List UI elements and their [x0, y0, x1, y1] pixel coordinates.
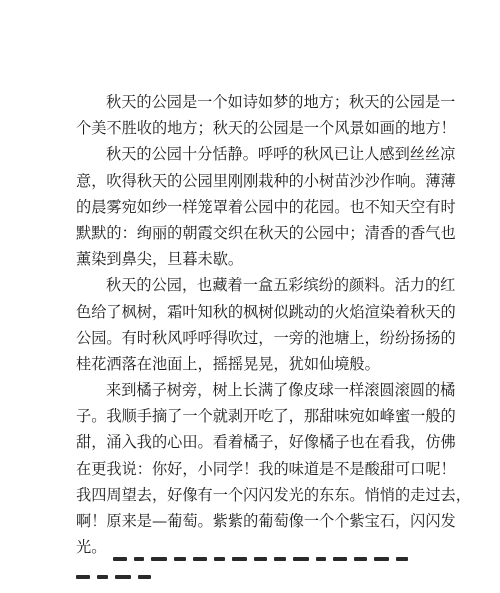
text-line: 秋天的公园是一个如诗如梦的地方；秋天的公园是一: [106, 93, 456, 111]
paragraph-2: [76, 141, 456, 272]
paragraph-1: [76, 89, 456, 141]
article-body: [76, 89, 471, 560]
text-line: 的晨雾宛如纱一样笼罩着公园中的花园。也不知天空有时: [76, 197, 456, 216]
text-line: 来到橘子树旁，树上长满了像皮球一样滚圆滚圆的橘: [106, 381, 456, 400]
text-line: 个美不胜收的地方；秋天的公园是一个风景如画的地方！: [76, 119, 456, 138]
text-line: 光。: [76, 538, 107, 557]
text-line: 意，吹得秋天的公园里刚刚栽种的小树苗沙沙作响。薄薄: [76, 171, 456, 190]
text-line: 在更我说：你好，小同学！我的味道是不是酸甜可口呢！: [76, 459, 456, 478]
paragraph-4: [76, 377, 471, 560]
text-line: 默默的：绚丽的朝霞交织在秋天的公园中；清香的香气也: [76, 223, 456, 242]
paragraph-3: [76, 272, 456, 377]
text-line: 公园。有时秋风呼呼得吹过，一旁的池塘上，纷纷扬扬的: [76, 328, 456, 347]
text-line: 桂花洒落在池面上，摇摇晃晃，犹如仙境般。: [76, 354, 380, 373]
text-line: 秋天的公园十分恬静。呼呼的秋风已让人感到丝丝凉: [106, 145, 456, 164]
text-line: 我四周望去，好像有一个闪闪发光的东东。悄悄的走过去，: [76, 485, 471, 504]
text-line: 色给了枫树，霜叶知秋的枫树似跳动的火焰渲染着秋天的: [76, 302, 456, 321]
text-line: 秋天的公园，也藏着一盒五彩缤纷的颜料。活力的红: [106, 276, 456, 295]
text-line: 薰染到鼻尖，旦暮未歇。: [76, 250, 244, 269]
text-line: 子。我顺手摘了一个就剥开吃了，那甜味宛如峰蜜一般的: [76, 407, 456, 426]
cut-off-text-line: [76, 557, 426, 569]
text-line: 啊！原来是—葡萄。紫紫的葡萄像一个个紫宝石，闪闪发: [76, 512, 456, 530]
text-line: 甜，涌入我的心田。看着橘子，好像橘子也在看我，仿佛: [76, 433, 456, 452]
